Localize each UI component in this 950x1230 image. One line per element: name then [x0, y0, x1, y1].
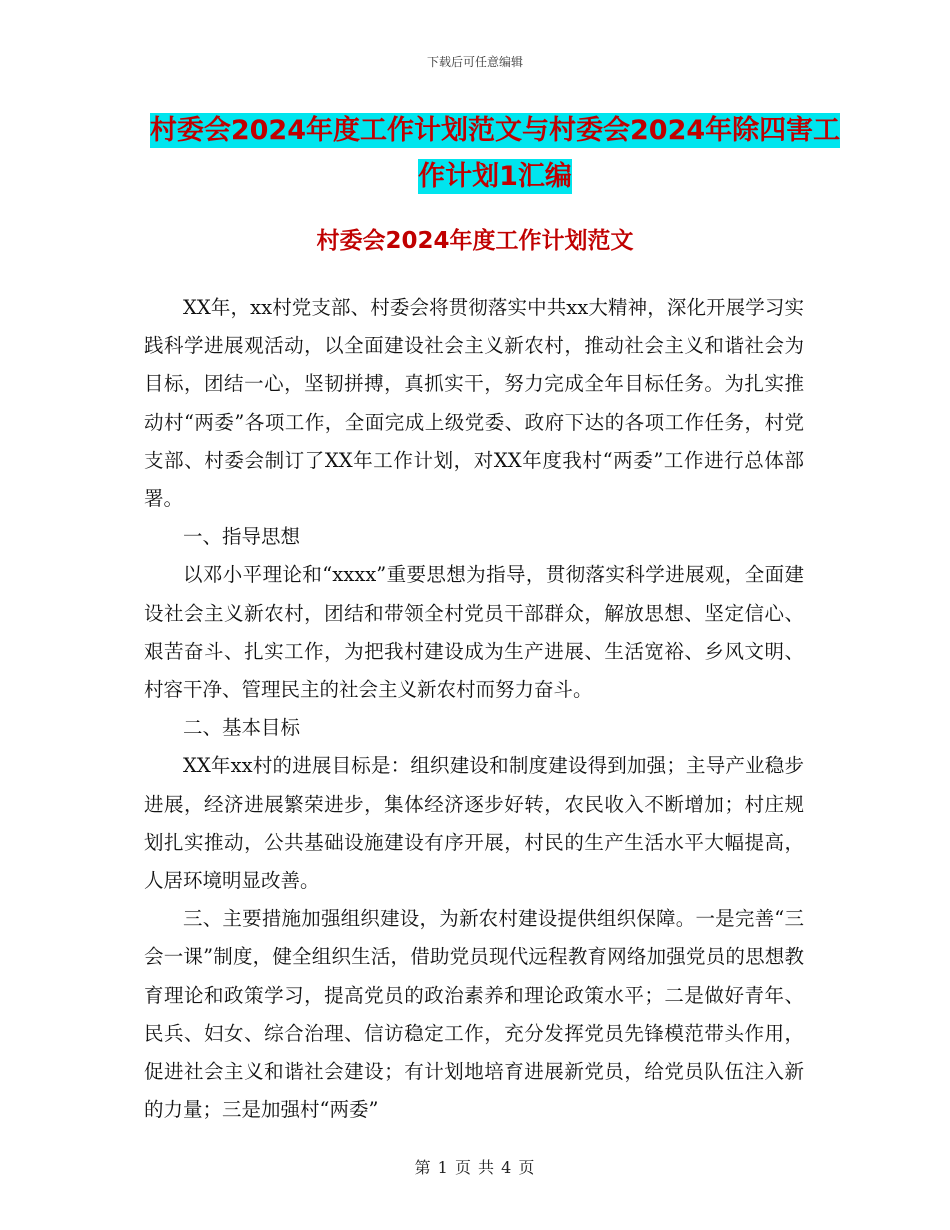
section-title: 村委会2024年度工作计划范文 [316, 228, 634, 254]
paragraph-basic-goals: XX年xx村的进展目标是：组织建设和制度建设得到加强；主导产业稳步进展，经济进展繁荣进步，集体经济逐步好转，农民收入不断增加；村庄规划扎实推动，公共基础设施建设有序开展，村民的生产生活水平大幅提高，人居环境明显改善。 [144, 754, 804, 893]
paragraph-intro: XX年，xx村党支部、村委会将贯彻落实中共xx大精神，深化开展学习实践科学进展观活动，以全面建设社会主义新农村，推动社会主义和谐社会为目标，团结一心，坚韧拼搏，真抓实干，努力完成全年目标任务。为扎实推动村“两委”各项工作，全面完成上级党委、政府下达的各项工作任务，村党支部、村委会制订了XX年工作计划，对XX年度我村“两委”工作进行总体部署。 [144, 296, 804, 511]
document-body [144, 289, 804, 1129]
page-header-note: 下载后可任意编辑 [426, 55, 523, 69]
document-title [140, 108, 850, 200]
heading-guiding-ideology: 一、指导思想 [183, 525, 301, 549]
page-number: 第 1 页 共 4 页 [414, 1158, 536, 1177]
paragraph-main-measures: 三、主要措施加强组织建设，为新农村建设提供组织保障。一是完善“三会一课”制度，健全组织生活，借助党员现代远程教育网络加强党员的思想教育理论和政策学习，提高党员的政治素养和理论政策水平；二是做好青年、民兵、妇女、综合治理、信访稳定工作，充分发挥党员先锋模范带头作用，促进社会主义和谐社会建设；有计划地培育进展新党员，给党员队伍注入新的力量；三是加强村“两委” [144, 907, 804, 1122]
heading-basic-goals: 二、基本目标 [183, 716, 301, 740]
paragraph-guiding-ideology: 以邓小平理论和“xxxx”重要思想为指导，贯彻落实科学进展观，全面建设社会主义新农村，团结和带领全村党员干部群众，解放思想、坚定信心、艰苦奋斗、扎实工作，为把我村建设成为生产进展、生活宽裕、乡风文明、村容干净、管理民主的社会主义新农村而努力奋斗。 [144, 563, 804, 702]
document-title-text: 村委会2024年度工作计划范文与村委会2024年除四害工作计划1汇编 [149, 115, 841, 192]
